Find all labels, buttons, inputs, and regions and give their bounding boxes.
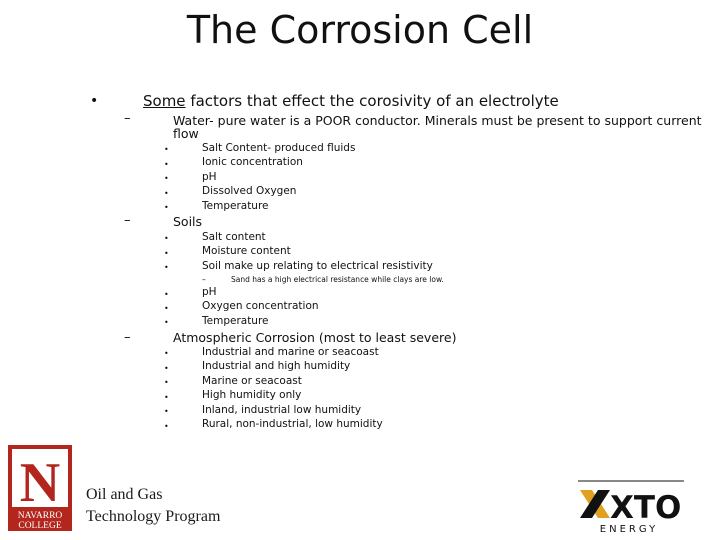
xto-energy-logo [572,478,686,536]
atmospheric-label: Atmospheric Corrosion (most to least severe) [173,330,457,345]
bullet-marker: • [164,407,169,416]
bullet-marker: • [90,93,99,109]
bullet-marker: • [164,160,169,169]
logo-letter: N [19,452,61,514]
soils-label: Soils [173,214,203,229]
soils-item: Soil make up relating to electrical resistivity [202,260,433,272]
bullet-marker: • [164,249,169,258]
water-item: Temperature [202,200,269,212]
dash-marker: – [124,330,131,345]
atmospheric-item: Inland, industrial low humidity [202,404,362,416]
soils-item: Temperature [202,315,269,327]
page-title: The Corrosion Cell [186,8,534,52]
navarro-college-logo [8,445,72,531]
bullet-marker: • [164,263,169,272]
bullet-marker: • [164,290,169,299]
water-label-line1: Water- pure water is a POOR conductor. Minerals must be present to support current [173,113,702,128]
dash-marker: – [124,213,131,228]
bullet-marker: • [164,364,169,373]
heading-rest: factors that effect the corosivity of an electrolyte [185,92,559,110]
water-item: Dissolved Oxygen [202,185,297,197]
atmospheric-item: Industrial and marine or seacoast [202,346,379,358]
bullet-marker: • [164,378,169,387]
bullet-marker: • [164,189,169,198]
soils-item: Salt content [202,231,266,243]
bullet-marker: • [164,318,169,327]
soils-item: Oxygen concentration [202,300,319,312]
atmospheric-item: Industrial and high humidity [202,360,351,372]
soils-item: Moisture content [202,245,291,257]
bullet-marker: • [164,174,169,183]
bullet-marker: • [164,203,169,212]
atmospheric-item: Rural, non-industrial, low humidity [202,418,383,430]
dash-marker: – [124,111,131,126]
soils-sub-note: Sand has a high electrical resistance while clays are low. [231,275,444,284]
main-heading [143,92,559,110]
water-label-line2: flow [173,126,199,141]
heading-underlined-word: Some [143,92,186,110]
atmospheric-item: High humidity only [202,389,302,401]
logo-line2: COLLEGE [18,521,62,531]
atmospheric-item: Marine or seacoast [202,375,302,387]
logo-subtitle: ENERGY [599,524,659,535]
soils-item: pH [202,286,217,298]
logo-letters: XTO [610,490,682,526]
program-line1: Oil and Gas [86,486,163,503]
bullet-marker: • [164,349,169,358]
program-line2: Technology Program [86,508,221,525]
bullet-marker: • [164,422,169,431]
water-item: pH [202,171,217,183]
water-item: Ionic concentration [202,156,303,168]
bullet-marker: • [164,145,169,154]
bullet-marker: • [164,234,169,243]
logo-line1: NAVARRO [17,511,63,521]
dash-marker: – [202,275,206,284]
water-item: Salt Content- produced fluids [202,142,356,154]
bullet-marker: • [164,393,169,402]
bullet-marker: • [164,304,169,313]
